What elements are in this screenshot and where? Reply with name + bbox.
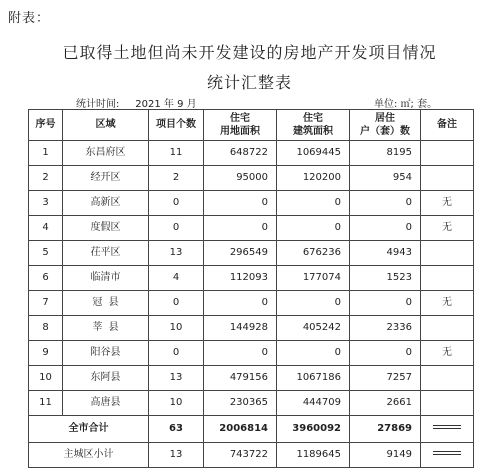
row-count: 2 — [149, 166, 204, 191]
row-build-area: 177074 — [277, 266, 350, 291]
row-remark — [421, 166, 474, 191]
header-count: 项目个数 — [149, 110, 204, 141]
table-row — [29, 166, 474, 191]
table-row — [29, 341, 474, 366]
row-remark: 无 — [421, 216, 474, 241]
subtotal-remark — [421, 443, 474, 468]
row-no: 4 — [29, 216, 63, 241]
row-region: 东阿县 — [63, 366, 149, 391]
table-row — [29, 391, 474, 416]
header-build-area: 住宅 建筑面积 — [277, 110, 350, 141]
row-units: 954 — [350, 166, 421, 191]
row-count: 0 — [149, 216, 204, 241]
table-row — [29, 191, 474, 216]
subtotal-row — [29, 443, 474, 468]
row-build-area: 405242 — [277, 316, 350, 341]
subtotal-label: 主城区小计 — [29, 443, 149, 468]
row-no: 3 — [29, 191, 63, 216]
subtotal-units: 9149 — [350, 443, 421, 468]
row-build-area: 676236 — [277, 241, 350, 266]
row-count: 0 — [149, 341, 204, 366]
total-build: 3960092 — [277, 416, 350, 443]
header-no: 序号 — [29, 110, 63, 141]
table-row — [29, 216, 474, 241]
row-units: 0 — [350, 341, 421, 366]
row-count: 0 — [149, 291, 204, 316]
row-remark — [421, 241, 474, 266]
row-units: 7257 — [350, 366, 421, 391]
row-remark: 无 — [421, 191, 474, 216]
row-units: 1523 — [350, 266, 421, 291]
table-row — [29, 316, 474, 341]
row-land-area: 144928 — [204, 316, 277, 341]
row-region: 度假区 — [63, 216, 149, 241]
row-region: 高新区 — [63, 191, 149, 216]
header-land-area: 住宅 用地面积 — [204, 110, 277, 141]
row-build-area: 0 — [277, 291, 350, 316]
row-region: 茌平区 — [63, 241, 149, 266]
row-land-area: 648722 — [204, 141, 277, 166]
row-remark — [421, 391, 474, 416]
unit-label: 单位: ㎡; 套。 — [374, 99, 438, 110]
row-units: 4943 — [350, 241, 421, 266]
attachment-label: 附表： — [8, 11, 51, 26]
total-units: 27869 — [350, 416, 421, 443]
table-row — [29, 366, 474, 391]
row-count: 13 — [149, 366, 204, 391]
total-land: 2006814 — [204, 416, 277, 443]
row-build-area: 0 — [277, 216, 350, 241]
total-count: 63 — [149, 416, 204, 443]
row-count: 13 — [149, 241, 204, 266]
table-row — [29, 241, 474, 266]
row-no: 1 — [29, 141, 63, 166]
row-remark — [421, 366, 474, 391]
row-units: 0 — [350, 216, 421, 241]
total-row — [29, 416, 474, 443]
total-label: 全市合计 — [29, 416, 149, 443]
row-build-area: 120200 — [277, 166, 350, 191]
document-subtitle: 统计汇整表 — [206, 73, 292, 92]
table-row — [29, 291, 474, 316]
row-land-area: 0 — [204, 216, 277, 241]
row-no: 11 — [29, 391, 63, 416]
subtotal-land: 743722 — [204, 443, 277, 468]
total-remark — [421, 416, 474, 443]
row-land-area: 230365 — [204, 391, 277, 416]
row-region: 冠 县 — [63, 291, 149, 316]
header-region: 区域 — [63, 110, 149, 141]
row-land-area: 112093 — [204, 266, 277, 291]
row-count: 0 — [149, 191, 204, 216]
row-region: 经开区 — [63, 166, 149, 191]
row-units: 2661 — [350, 391, 421, 416]
row-remark: 无 — [421, 341, 474, 366]
table-row — [29, 141, 474, 166]
double-dash-mark — [433, 449, 461, 457]
row-land-area: 296549 — [204, 241, 277, 266]
row-no: 5 — [29, 241, 63, 266]
row-units: 2336 — [350, 316, 421, 341]
row-build-area: 0 — [277, 191, 350, 216]
row-units: 0 — [350, 191, 421, 216]
document-title: 已取得土地但尚未开发建设的房地产开发项目情况 — [62, 43, 437, 62]
stat-time: 统计时间: 2021 年 9 月 — [76, 99, 197, 110]
subtotal-build: 1189645 — [277, 443, 350, 468]
row-count: 11 — [149, 141, 204, 166]
row-remark — [421, 316, 474, 341]
double-dash-mark — [433, 423, 461, 431]
row-no: 8 — [29, 316, 63, 341]
subtotal-count: 13 — [149, 443, 204, 468]
row-region: 临清市 — [63, 266, 149, 291]
row-build-area: 444709 — [277, 391, 350, 416]
table-row — [29, 266, 474, 291]
row-remark — [421, 266, 474, 291]
row-no: 9 — [29, 341, 63, 366]
row-build-area: 1069445 — [277, 141, 350, 166]
row-region: 莘 县 — [63, 316, 149, 341]
row-land-area: 95000 — [204, 166, 277, 191]
row-land-area: 479156 — [204, 366, 277, 391]
row-region: 高唐县 — [63, 391, 149, 416]
row-build-area: 0 — [277, 341, 350, 366]
row-build-area: 1067186 — [277, 366, 350, 391]
row-count: 4 — [149, 266, 204, 291]
row-count: 10 — [149, 316, 204, 341]
row-remark: 无 — [421, 291, 474, 316]
row-land-area: 0 — [204, 291, 277, 316]
row-no: 10 — [29, 366, 63, 391]
row-units: 8195 — [350, 141, 421, 166]
row-count: 10 — [149, 391, 204, 416]
row-no: 7 — [29, 291, 63, 316]
row-units: 0 — [350, 291, 421, 316]
table-header-row — [29, 110, 474, 141]
row-remark — [421, 141, 474, 166]
row-land-area: 0 — [204, 191, 277, 216]
header-remark: 备注 — [421, 110, 474, 141]
row-land-area: 0 — [204, 341, 277, 366]
header-units: 居住 户（套）数 — [350, 110, 421, 141]
row-region: 阳谷县 — [63, 341, 149, 366]
statistics-table — [28, 109, 474, 468]
row-no: 2 — [29, 166, 63, 191]
row-region: 东昌府区 — [63, 141, 149, 166]
row-no: 6 — [29, 266, 63, 291]
